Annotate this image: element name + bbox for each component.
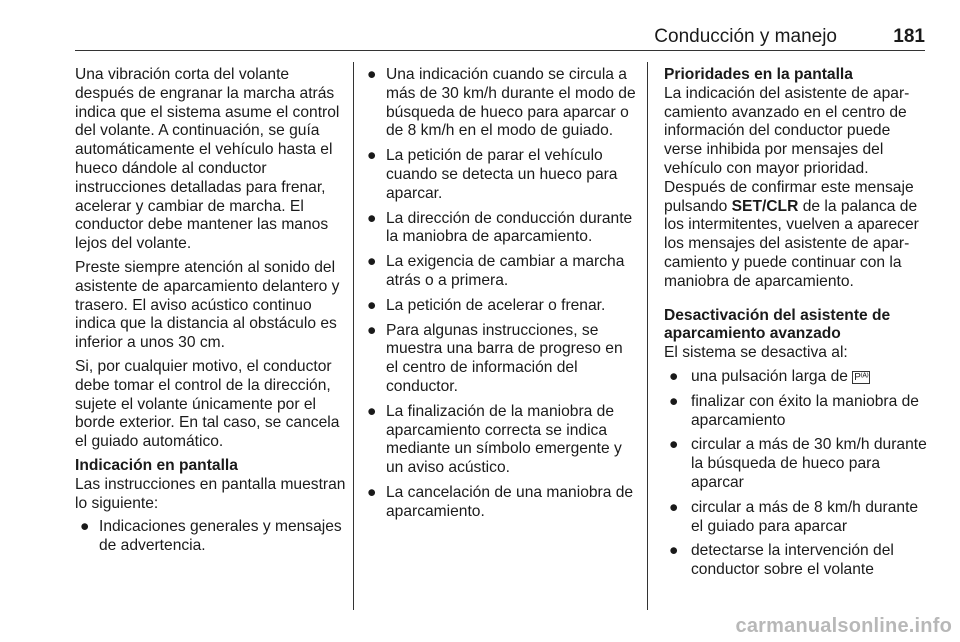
- bullet-icon: ●: [669, 542, 679, 560]
- section-heading: Desactivación del asistente de aparcamiento avanzado: [664, 306, 891, 343]
- set-clr-button-label: SET/CLR: [731, 197, 799, 215]
- list-item: [664, 393, 928, 431]
- paragraph: Si, por cualquier motivo, el conductor debe tomar el control de la dirección, sujete el volante únicamente por el borde exterior. En tal caso, se cancela el guiado automático.: [75, 357, 340, 451]
- watermark: carmanualsonline.info: [735, 615, 952, 637]
- list-item: [664, 499, 928, 537]
- bullet-icon: ●: [367, 296, 377, 314]
- paragraph: [664, 85, 928, 292]
- column-1: [75, 66, 351, 562]
- paragraph-text: La indicación del asistente de aparcamiento avanzado en el centro de información del conductor puede verse inhibida por mensajes del vehículo con mayor prioridad. Después de confirmar este mensaje pulsando: [664, 84, 914, 215]
- list-item: [664, 542, 928, 580]
- list-item-text: Una indicación cuando se circula a más de 30 km/h durante el modo de búsqueda de hueco para aparcar o de 8 km/h en el modo de guiado.: [386, 66, 636, 140]
- list-item: [362, 210, 637, 248]
- list-item: [362, 66, 637, 141]
- bullet-icon: ●: [669, 498, 679, 516]
- bullet-icon: ●: [669, 436, 679, 454]
- list-item: [362, 484, 637, 522]
- page-header: [75, 22, 925, 51]
- page-number: 181: [893, 26, 925, 47]
- paragraph-text: de la palanca de los intermitentes, vuelven a aparecer los mensajes del asistente de aparcamiento y puede continuar con la maniobra de aparcamiento.: [664, 197, 919, 290]
- parking-assist-icon: P⁽ᴬ⁾: [854, 371, 869, 383]
- list-item: [362, 253, 637, 291]
- bullet-list: [362, 66, 637, 522]
- list-item: [75, 518, 351, 556]
- bullet-list: [75, 518, 351, 556]
- list-item-text: Para algunas instrucciones, se muestra una barra de progreso en el centro de información del conductor.: [386, 321, 623, 395]
- paragraph: Las instrucciones en pantalla muestran lo siguiente:: [75, 475, 346, 512]
- column-divider-2: [647, 62, 648, 610]
- bullet-icon: ●: [367, 402, 377, 420]
- bullet-icon: ●: [367, 483, 377, 501]
- paragraph: Preste siempre atención al sonido del asistente de aparcamiento delantero y trasero. El aviso acústico continuo indica que la distancia al obstáculo es inferior a unos 30 cm.: [75, 258, 340, 352]
- list-item-text: La dirección de conducción durante la maniobra de aparcamiento.: [386, 209, 633, 246]
- list-item: [362, 403, 637, 478]
- list-item-text: circular a más de 8 km/h durante el guiado para aparcar: [691, 498, 919, 535]
- bullet-list: [664, 368, 928, 580]
- list-item-text: La petición de parar el vehículo cuando se detecta un hueco para aparcar.: [386, 147, 618, 202]
- list-item-text: Indicaciones generales y mensajes de advertencia.: [99, 518, 342, 555]
- list-item: [362, 297, 637, 316]
- chapter-title: Conducción y manejo: [654, 26, 837, 47]
- bullet-icon: ●: [669, 392, 679, 410]
- list-item-text: La petición de acelerar o frenar.: [386, 296, 606, 314]
- list-item-text: una pulsación larga de: [691, 367, 853, 385]
- column-divider-1: [353, 62, 354, 610]
- bullet-icon: ●: [367, 209, 377, 227]
- bullet-icon: ●: [80, 518, 90, 536]
- list-item: [362, 147, 637, 203]
- bullet-icon: ●: [367, 253, 377, 271]
- paragraph: El sistema se desactiva al:: [664, 344, 848, 362]
- section-heading: Prioridades en la pantalla: [664, 66, 853, 83]
- list-item: [362, 322, 637, 397]
- list-item-text: detectarse la intervención del conductor sobre el volante: [691, 542, 894, 579]
- list-item: [664, 368, 928, 387]
- bullet-icon: ●: [367, 66, 377, 83]
- section-heading: Indicación en pantalla: [75, 456, 238, 474]
- list-item: [664, 436, 928, 492]
- column-3: [664, 66, 928, 586]
- list-item-text: La exigencia de cambiar a marcha atrás o a primera.: [386, 253, 625, 289]
- column-2: [362, 66, 637, 528]
- list-item-text: circular a más de 30 km/h durante la búsqueda de hueco para aparcar: [691, 436, 927, 491]
- list-item-text: La finalización de la maniobra de aparcamiento correcta se indica mediante un símbolo emergente y un aviso acústico.: [386, 402, 622, 477]
- bullet-icon: ●: [367, 321, 377, 339]
- list-item-text: finalizar con éxito la maniobra de aparcamiento: [691, 392, 919, 429]
- bullet-icon: ●: [669, 367, 679, 385]
- list-item-text: La cancelación de una maniobra de aparcamiento.: [386, 483, 634, 520]
- bullet-icon: ●: [367, 147, 377, 165]
- paragraph: Una vibración corta del volante después de engranar la marcha atrás indica que el sistema asume el control del volante. A continuación, se guía automáticamente el vehículo hasta el hueco dándole al conductor instrucciones detalladas para frenar, acelerar y cambiar de marcha. El conductor debe mantener las manos lejos del volante.: [75, 66, 340, 253]
